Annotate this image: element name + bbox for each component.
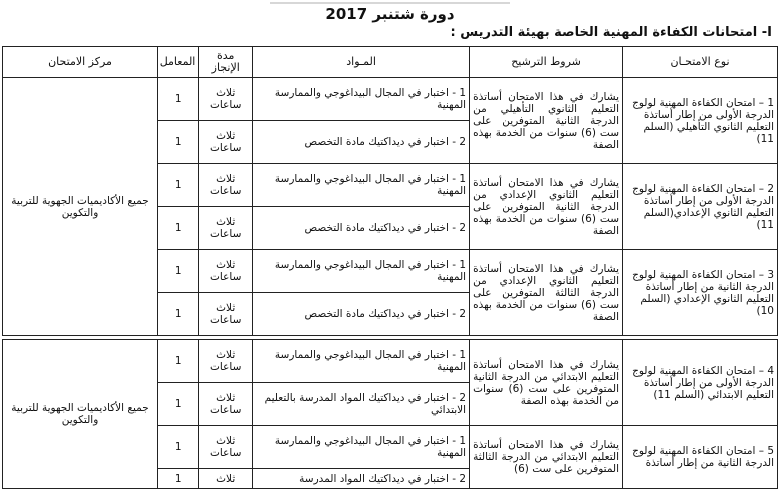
exams-table	[2, 46, 778, 489]
coefficient-cell: 1	[158, 164, 199, 207]
header-center: مركز الامتحان	[3, 47, 158, 78]
duration-cell: ثلاث ساعات	[199, 383, 253, 426]
exam-type-cell: 2 – امتحان الكفاءة المهنية لولوج الدرجة الأولى من إطار أساتذة التعليم الثانوي الإعدادي(السلم 11)	[623, 164, 778, 250]
table-row	[3, 78, 778, 121]
subject-cell: 2 - اختبار في ديداكتيك مادة التخصص	[253, 293, 470, 336]
conditions-cell: يشارك في هذا الامتحان أساتذة التعليم الابتدائي من الدرجة الثانية المتوفرين على ست (6) سنوات من الخدمة بهذه الصفة	[470, 340, 623, 426]
subject-cell: 2 - اختبار في ديداكتيك المواد المدرسة بالتعليم الابتدائي	[253, 383, 470, 426]
subject-cell: 1 - اختبار في المجال البيداغوجي والممارسة المهنية	[253, 426, 470, 469]
duration-cell: ثلاث ساعات	[199, 250, 253, 293]
coefficient-cell: 1	[158, 293, 199, 336]
header-conditions: شروط الترشيح	[470, 47, 623, 78]
header-duration: مدة الإنجاز	[199, 47, 253, 78]
subject-cell: 1 - اختبار في المجال البيداغوجي والممارسة المهنية	[253, 340, 470, 383]
coefficient-cell: 1	[158, 340, 199, 383]
duration-cell: ثلاث ساعات	[199, 164, 253, 207]
duration-cell: ثلاث	[199, 469, 253, 489]
subject-cell: 1 - اختبار في المجال البيداغوجي والممارسة المهنية	[253, 250, 470, 293]
cropped-header-remnant	[270, 0, 510, 4]
section-heading: I- امتحانات الكفاءة المهنية الخاصة بهيئة التدريس :	[450, 25, 772, 40]
subject-cell: 1 - اختبار في المجال البيداغوجي والممارسة المهنية	[253, 78, 470, 121]
duration-cell: ثلاث ساعات	[199, 78, 253, 121]
coefficient-cell: 1	[158, 250, 199, 293]
exam-type-cell: 3 – امتحان الكفاءة المهنية لولوج الدرجة الثانية من إطار أساتذة التعليم الثانوي الإعدادي (السلم 10)	[623, 250, 778, 336]
coefficient-cell: 1	[158, 383, 199, 426]
subject-cell: 2 - اختبار في ديداكتيك مادة التخصص	[253, 121, 470, 164]
conditions-cell: يشارك في هذا الامتحان أساتذة التعليم الثانوي الإعدادي من الدرجة الثالثة المتوفرين على ست (6) سنوات من الخدمة بهذه الصفة	[470, 250, 623, 336]
duration-cell: ثلاث ساعات	[199, 207, 253, 250]
subject-cell: 1 - اختبار في المجال البيداغوجي والممارسة المهنية	[253, 164, 470, 207]
subject-cell: 2 - اختبار في ديداكتيك المواد المدرسة	[253, 469, 470, 489]
exam-center-cell: جميع الأكاديميات الجهوية للتربية والتكوين	[3, 78, 158, 336]
conditions-cell: يشارك في هذا الامتحان أساتذة التعليم الابتدائي من الدرجة الثالثة المتوفرين على ست (6)	[470, 426, 623, 489]
duration-cell: ثلاث ساعات	[199, 121, 253, 164]
exam-type-cell: 4 – امتحان الكفاءة المهنية لولوج الدرجة الأولى من إطار أساتذة التعليم الابتدائي (السلم 11)	[623, 340, 778, 426]
exam-type-cell: 1 – امتحان الكفاءة المهنية لولوج الدرجة الأولى من إطار أساتذة التعليم الثانوي التأهيلي (السلم 11)	[623, 78, 778, 164]
header-exam-type: نوع الامتحـان	[623, 47, 778, 78]
coefficient-cell: 1	[158, 78, 199, 121]
exam-center-cell: جميع الأكاديميات الجهوية للتربية والتكوين	[3, 340, 158, 489]
subject-cell: 2 - اختبار في ديداكتيك مادة التخصص	[253, 207, 470, 250]
header-coefficient: المعامل	[158, 47, 199, 78]
header-subjects: المـواد	[253, 47, 470, 78]
duration-cell: ثلاث ساعات	[199, 340, 253, 383]
exam-type-cell: 5 – امتحان الكفاءة المهنية لولوج الدرجة الثانية من إطار أساتذة	[623, 426, 778, 489]
duration-cell: ثلاث ساعات	[199, 293, 253, 336]
table-row	[3, 340, 778, 383]
coefficient-cell: 1	[158, 121, 199, 164]
session-title: دورة شتنبر 2017	[325, 5, 455, 23]
coefficient-cell: 1	[158, 426, 199, 469]
coefficient-cell: 1	[158, 469, 199, 489]
conditions-cell: يشارك في هذا الامتحان أساتذة التعليم الثانوي الإعدادي من الدرجة الثانية المتوفرين على ست (6) سنوات من الخدمة بهذه الصفة	[470, 164, 623, 250]
conditions-cell: يشارك في هذا الامتحان أساتذة التعليم الثانوي التأهيلي من الدرجة الثانية المتوفرين على ست (6) سنوات من الخدمة بهذه الصفة	[470, 78, 623, 164]
duration-cell: ثلاث ساعات	[199, 426, 253, 469]
table-header-row	[3, 47, 778, 78]
coefficient-cell: 1	[158, 207, 199, 250]
